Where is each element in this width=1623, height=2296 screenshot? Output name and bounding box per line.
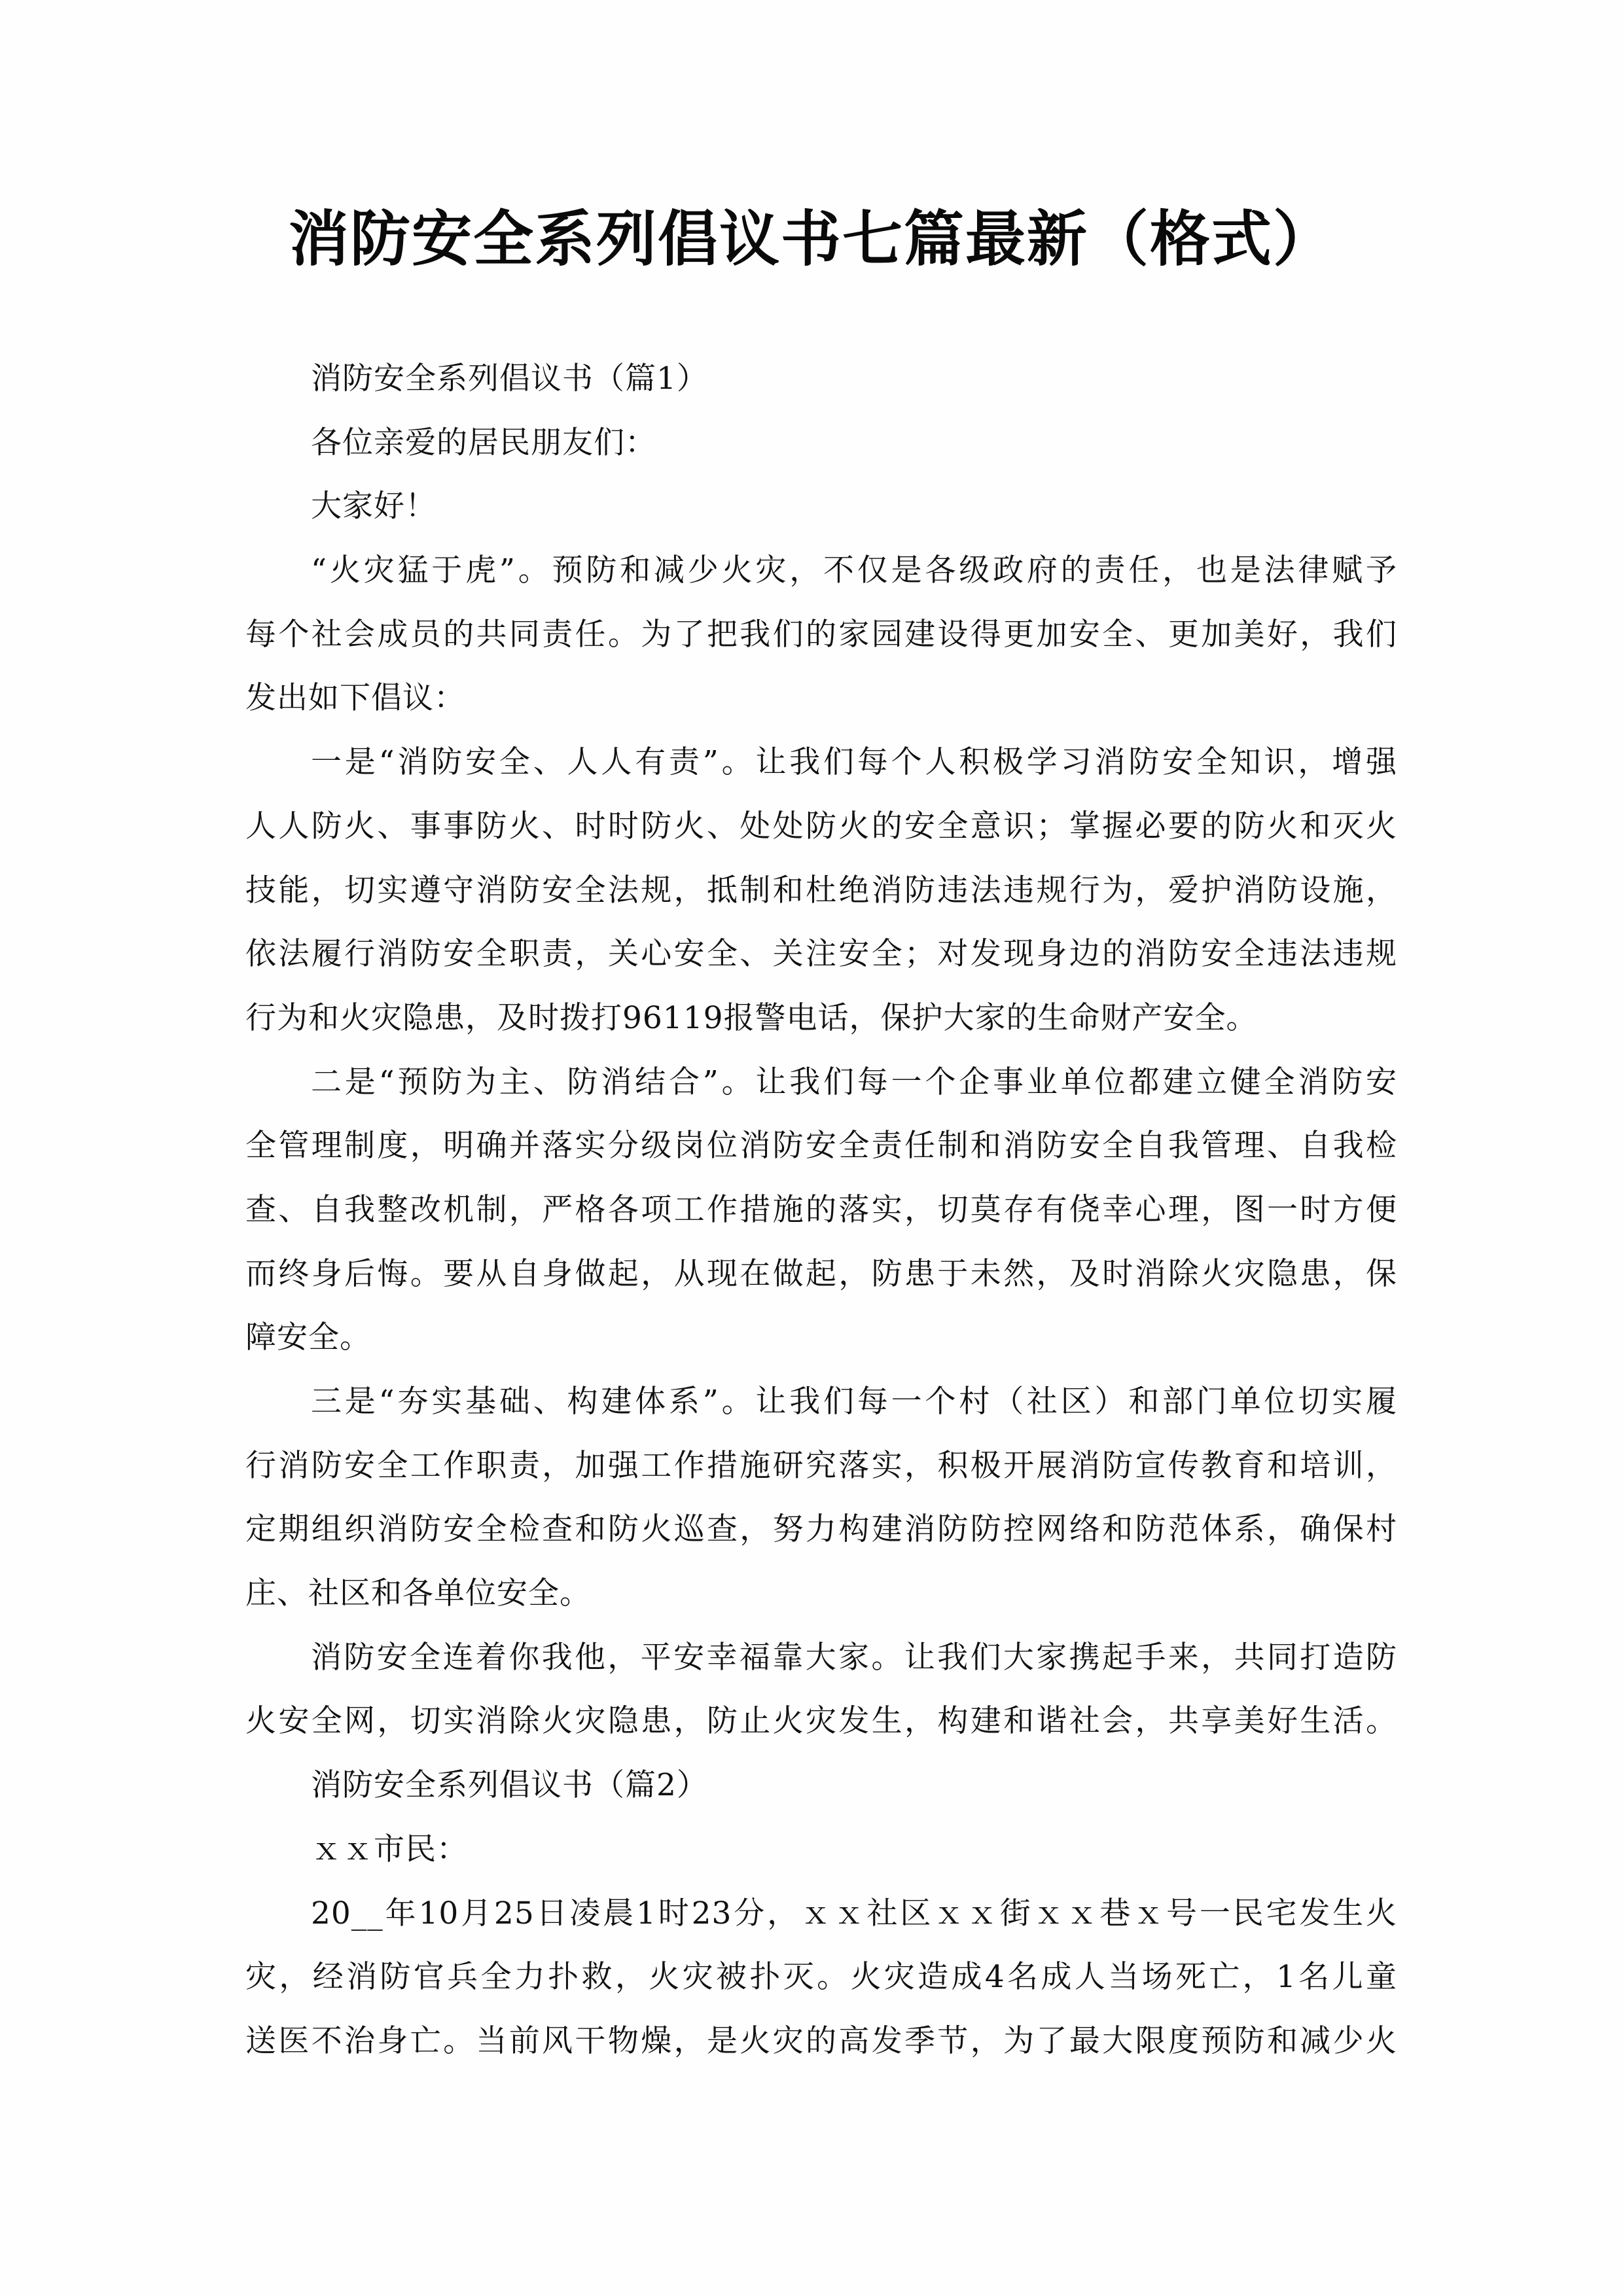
paragraph-line: 三是“夯实基础、构建体系”。让我们每一个村（社区）和部门单位切实履 — [311, 1384, 1397, 1420]
paragraph-line: 消防安全连着你我他，平安幸福靠大家。让我们大家携起手来，共同打造防 — [311, 1639, 1397, 1676]
paragraph-line: 行为和火灾隐患，及时拨打96119报警电话，保护大家的生命财产安全。 — [245, 999, 1258, 1036]
paragraph-line: 一是“消防安全、人人有责”。让我们每个人积极学习消防安全知识，增强 — [311, 744, 1397, 781]
paragraph-line: 定期组织消防安全检查和防火巡查，努力构建消防防控网络和防范体系，确保村 — [245, 1511, 1397, 1548]
paragraph-line: 送医不治身亡。当前风干物燥，是火灾的高发季节，为了最大限度预防和减少火 — [245, 2022, 1397, 2059]
greeting: 大家好！ — [311, 488, 437, 525]
salutation: 各位亲爱的居民朋友们： — [311, 424, 656, 461]
section-heading-2: 消防安全系列倡议书（篇2） — [311, 1767, 708, 1804]
section-heading-1: 消防安全系列倡议书（篇1） — [311, 361, 708, 397]
document-body — [245, 347, 1397, 2073]
paragraph-line: 每个社会成员的共同责任。为了把我们的家园建设得更加安全、更加美好，我们 — [245, 616, 1397, 653]
paragraph-line: 火安全网，切实消除火灾隐患，防止火灾发生，构建和谐社会，共享美好生活。 — [245, 1703, 1397, 1740]
salutation: ｘｘ市民： — [311, 1831, 468, 1867]
paragraph-line: “火灾猛于虎”。预防和减少火灾，不仅是各级政府的责任，也是法律赋予 — [311, 552, 1397, 589]
paragraph-line: 查、自我整改机制，严格各项工作措施的落实，切莫存有侥幸心理，图一时方便 — [245, 1191, 1397, 1228]
paragraph-line: 二是“预防为主、防消结合”。让我们每一个企事业单位都建立健全消防安 — [311, 1064, 1397, 1100]
paragraph-line: 发出如下倡议： — [245, 680, 465, 717]
paragraph-line: 人人防火、事事防火、时时防火、处处防火的安全意识；掌握必要的防火和灭火 — [245, 808, 1397, 844]
paragraph-line: 庄、社区和各单位安全。 — [245, 1575, 591, 1612]
paragraph-line: 技能，切实遵守消防安全法规，抵制和杜绝消防违法违规行为，爱护消防设施， — [245, 872, 1397, 908]
paragraph-line: 依法履行消防安全职责，关心安全、关注安全；对发现身边的消防安全违法违规 — [245, 936, 1397, 973]
paragraph-line: 全管理制度，明确并落实分级岗位消防安全责任制和消防安全自我管理、自我检 — [245, 1128, 1397, 1164]
paragraph-line: 行消防安全工作职责，加强工作措施研究落实，积极开展消防宣传教育和培训， — [245, 1447, 1397, 1484]
paragraph-line: 灾，经消防官兵全力扑救，火灾被扑灭。火灾造成4名成人当场死亡，1名儿童 — [245, 1959, 1397, 1996]
document-title: 消防安全系列倡议书七篇最新（格式） — [288, 204, 1334, 274]
paragraph-line: 20__年10月25日凌晨1时23分，ｘｘ社区ｘｘ街ｘｘ巷ｘ号一民宅发生火 — [311, 1895, 1397, 1931]
paragraph-line: 而终身后悔。要从自身做起，从现在做起，防患于未然，及时消除火灾隐患，保 — [245, 1255, 1397, 1292]
paragraph-line: 障安全。 — [245, 1319, 371, 1356]
